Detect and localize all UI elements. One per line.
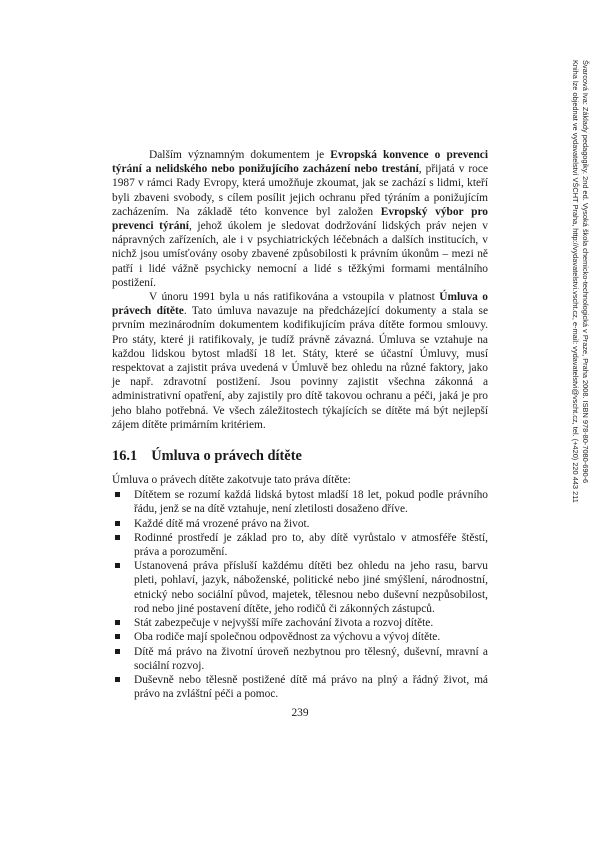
bold-term-child-rights-convention: Úmluva o právech dítěte	[112, 291, 488, 318]
text-span: , jehož úkolem je sledovat dodržování lidských práv nejen v nápravných zařízeních, ale i v psychiatrických léčebnách a dalších institucích, v nichž jsou umísťovány osoby zbavené způsobilosti k právním úkonům – mezi ně patří i lidé vážně psychicky nemocní a lidé s těžkými formami mentálního postižení.	[112, 220, 488, 289]
list-item-text: Stát zabezpečuje v nejvyšší míře zachování života a rozvoj dítěte.	[134, 617, 434, 630]
square-bullet-icon	[115, 620, 120, 625]
paragraph-european-convention	[112, 148, 488, 290]
rights-list	[112, 488, 488, 701]
list-item-text: Dítětem se rozumí každá lidská bytost mladší 18 let, pokud podle právního řádu, jenž se na dítě vztahuje, není zletilosti dosaženo dříve.	[134, 489, 488, 516]
text-span: , přijatá v roce 1987 v rámci Rady Evropy, která umožňuje zkoumat, jak se zachází s lidmi, kteří byli zbaveni svobody, s cílem posílit jejich ochranu před týráním a ponižujícím zacházením. Na základě této konvence byl založen	[112, 163, 488, 218]
paragraph-child-rights-convention	[112, 290, 488, 432]
square-bullet-icon	[115, 634, 120, 639]
square-bullet-icon	[115, 563, 120, 568]
square-bullet-icon	[115, 521, 120, 526]
copyright-sidebar	[556, 60, 596, 780]
bold-term-european-committee: Evropský výbor pro prevenci týrání	[112, 205, 488, 233]
citation-line: Švarcová Iva: Základy pedagogiky. 2nd ed. Vysoká škola chemicko-technologická v Praze, Praha 2008. ISBN 978-80-7080-690-6	[581, 60, 590, 484]
list-item	[112, 673, 488, 701]
list-item	[112, 531, 488, 559]
text-span: Dalším významným dokumentem je	[149, 149, 331, 161]
list-item	[112, 488, 488, 516]
ordering-info-line: Kniha lze objednat ve vydavatelství VŠCHT Praha, http://vydavatelstvi.vscht.cz, e-mail: vydavatelstvi@vscht.cz, tel. (+420) 220 443 211	[571, 60, 580, 503]
section-intro: Úmluva o právech dítěte zakotvuje tato práva dítěte:	[112, 474, 351, 487]
list-item-text: Dítě má právo na životní úroveň nezbytnou pro tělesný, duševní, mravní a sociální rozvoj.	[134, 645, 488, 672]
main-text	[112, 148, 488, 701]
text-span: . Tato úmluva navazuje na předcházející dokumenty a stala se prvním mezinárodním dokumentem kodifikujícím práva dítěte formou smlouvy. Pro státy, které ji ratifikovaly, je tudíž právně závazná. Úmluva se vztahuje na každou lidskou bytost mladší 18 let. Státy, které se účastní Úmluvy, musí respektovat a zajistit práva uvedená v Úmluvě bez ohledu na různé faktory, jako je např. zdravotní postižení. Jsou povinny zajistit všechna zákonná a administrativní opatření, aby zajistily pro dítě takovou ochranu a péči, jaká je pro jeho blaho potřebná. Ve všech záležitostech týkajících se dítěte má být nejlepší zájem dítěte primárním kritériem.	[112, 305, 488, 431]
list-item	[112, 517, 488, 531]
page-number: 239	[291, 707, 309, 719]
square-bullet-icon	[115, 535, 120, 540]
list-item-text: Rodinné prostředí je základ pro to, aby dítě vyrůstalo v atmosféře štěstí, práva a porozumění.	[134, 531, 488, 559]
list-item-text: Duševně nebo tělesně postižené dítě má právo na plný a řádný život, má právo na zvláštní péči a pomoc.	[134, 673, 488, 701]
square-bullet-icon	[115, 492, 120, 497]
square-bullet-icon	[115, 677, 120, 682]
section-heading	[112, 448, 488, 465]
section-title: Úmluva o právech dítěte	[151, 448, 302, 465]
list-item-text: Oba rodiče mají společnou odpovědnost za výchovu a vývoj dítěte.	[134, 631, 441, 644]
list-item	[112, 559, 488, 616]
list-item	[112, 645, 488, 673]
list-item	[112, 616, 488, 630]
bold-term-european-convention: Evropská konvence o prevenci týrání a nelidského nebo ponižujícího zacházení nebo trestání	[112, 149, 489, 176]
section-number: 16.1	[112, 448, 138, 465]
square-bullet-icon	[115, 649, 120, 654]
list-item-text: Ustanovená práva přísluší každému dítěti bez ohledu na jeho rasu, barvu pleti, pohlaví, jazyk, náboženské, politické nebo jiné smýšlení, národnostní, etnický nebo sociální původ, majetek, tělesnou nebo duševní nezpůsobilost, rod nebo jiné postavení dítěte, jeho rodičů či zákonných zástupců.	[134, 560, 488, 615]
text-span: V únoru 1991 byla u nás ratifikována a vstoupila v platnost	[149, 291, 440, 304]
list-item-text: Každé dítě má vrozené právo na život.	[134, 517, 310, 530]
list-item	[112, 630, 488, 644]
